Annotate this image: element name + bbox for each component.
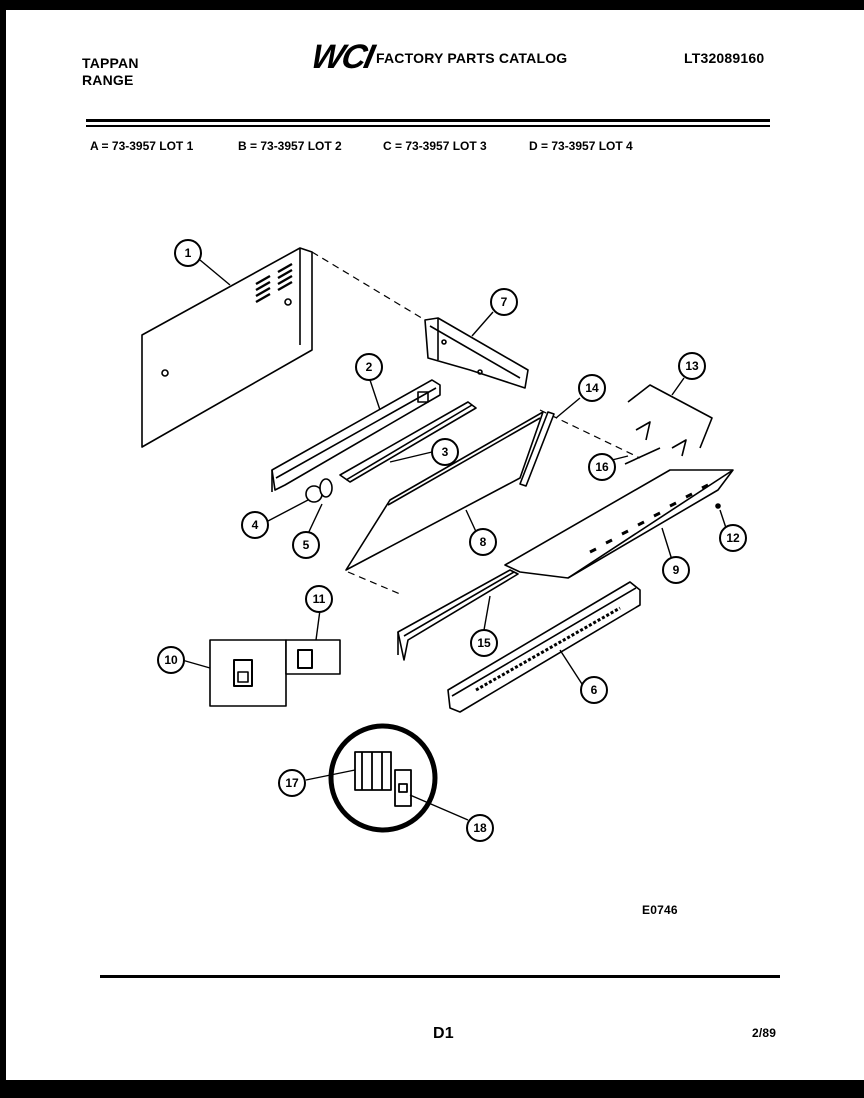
callout-17 bbox=[279, 770, 305, 796]
part-bracket bbox=[425, 318, 528, 388]
part-screw bbox=[625, 448, 660, 464]
part-slide-rail bbox=[398, 570, 518, 660]
callout-label: 15 bbox=[477, 636, 491, 650]
callout-8 bbox=[470, 529, 496, 555]
callout-label: 8 bbox=[479, 535, 487, 549]
callout-label: 11 bbox=[312, 592, 326, 606]
lot-c: C = 73-3957 LOT 3 bbox=[383, 139, 487, 153]
callout-label: 16 bbox=[595, 460, 609, 474]
callout-11 bbox=[306, 586, 332, 612]
callout-label: 2 bbox=[365, 360, 373, 374]
product-label: RANGE bbox=[82, 72, 134, 88]
revision-date: 2/89 bbox=[752, 1026, 777, 1040]
callout-label: 9 bbox=[672, 563, 680, 577]
callout-label: 4 bbox=[251, 518, 259, 532]
callout-9 bbox=[663, 557, 689, 583]
part-small-screw bbox=[716, 504, 720, 508]
callout-4 bbox=[242, 512, 268, 538]
callout-14 bbox=[579, 375, 605, 401]
lot-d: D = 73-3957 LOT 4 bbox=[529, 139, 633, 153]
callout-label: 17 bbox=[285, 776, 299, 790]
drawing-code: E0746 bbox=[642, 903, 678, 917]
callout-3 bbox=[432, 439, 458, 465]
callout-label: 3 bbox=[441, 445, 449, 459]
lot-b: B = 73-3957 LOT 2 bbox=[238, 139, 342, 153]
wci-logo: WCI bbox=[307, 38, 377, 76]
callout-12 bbox=[720, 525, 746, 551]
callout-label: 1 bbox=[184, 246, 192, 260]
catalog-number: LT32089160 bbox=[684, 50, 765, 66]
callout-label: 6 bbox=[590, 683, 598, 697]
page-id: D1 bbox=[433, 1025, 454, 1042]
callout-18 bbox=[467, 815, 493, 841]
callout-label: 14 bbox=[585, 381, 599, 395]
callout-16 bbox=[589, 454, 615, 480]
callout-label: 10 bbox=[164, 653, 178, 667]
part-rear-panel bbox=[142, 248, 312, 447]
part-control-panel bbox=[505, 470, 733, 578]
callout-7 bbox=[491, 289, 517, 315]
part-panel bbox=[346, 412, 543, 570]
callout-15 bbox=[471, 630, 497, 656]
brand-label: TAPPAN bbox=[82, 55, 139, 71]
footer-rule bbox=[100, 975, 780, 978]
callout-6 bbox=[581, 677, 607, 703]
callout-label: 5 bbox=[302, 538, 310, 552]
part-washer bbox=[320, 479, 332, 497]
callout-1 bbox=[175, 240, 201, 266]
catalog-title: FACTORY PARTS CATALOG bbox=[376, 50, 568, 66]
callout-label: 18 bbox=[473, 821, 487, 835]
lot-a: A = 73-3957 LOT 1 bbox=[90, 139, 194, 153]
callout-13 bbox=[679, 353, 705, 379]
callout-label: 7 bbox=[500, 295, 508, 309]
callout-label: 13 bbox=[685, 359, 699, 373]
callout-2 bbox=[356, 354, 382, 380]
callout-5 bbox=[293, 532, 319, 558]
callout-label: 12 bbox=[726, 531, 740, 545]
callout-10 bbox=[158, 647, 184, 673]
part-wire-clip bbox=[628, 385, 712, 456]
